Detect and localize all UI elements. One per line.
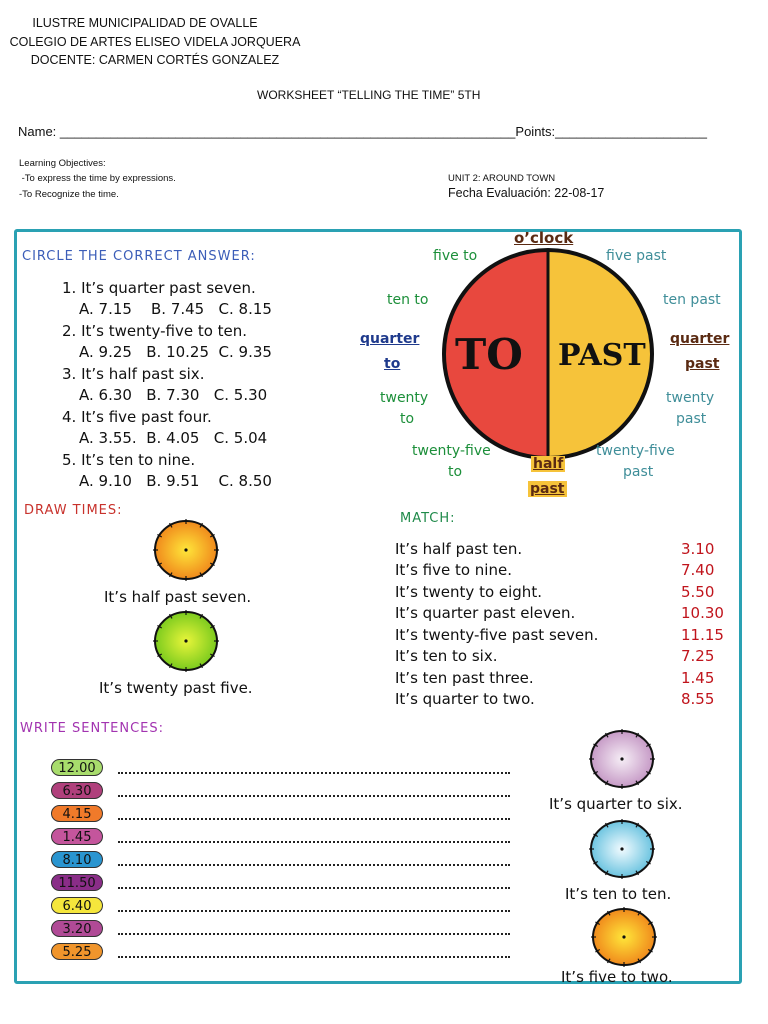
match-phrase-4[interactable]: It’s quarter past eleven.	[395, 604, 576, 622]
circle-section-title: CIRCLE THE CORRECT ANSWER:	[22, 249, 256, 264]
twenty-past-label-1: twenty	[666, 390, 715, 406]
match-phrase-8[interactable]: It’s quarter to two.	[395, 690, 535, 708]
school-line-2: COLEGIO DE ARTES ELISEO VIDELA JORQUERA	[9, 35, 301, 49]
twentyfive-past-label-2: past	[623, 464, 654, 480]
answers-1[interactable]: A. 7.15 B. 7.45 C. 8.15	[79, 300, 272, 318]
quarter-to-label-1: quarter	[360, 331, 420, 347]
match-phrase-5[interactable]: It’s twenty-five past seven.	[395, 626, 599, 644]
time-pill-3: 4.15	[51, 805, 103, 822]
evaluation-date: Fecha Evaluación: 22-08-17	[448, 186, 605, 200]
points-label: Points:	[515, 124, 556, 139]
name-row	[18, 124, 707, 139]
name-label: Name:	[18, 124, 60, 139]
match-section-title: MATCH:	[400, 511, 456, 526]
objectives-title: Learning Objectives:	[19, 158, 106, 169]
time-pill-1: 12.00	[51, 759, 103, 776]
twenty-past-label-2: past	[676, 411, 707, 427]
ten-past-label: ten past	[663, 292, 721, 308]
match-phrase-7[interactable]: It’s ten past three.	[395, 669, 534, 687]
five-past-label: five past	[606, 248, 667, 264]
ten-to-label: ten to	[387, 292, 429, 308]
unit-label: UNIT 2: AROUND TOWN	[448, 173, 556, 184]
write-line-6[interactable]	[118, 887, 510, 889]
draw-clock-2[interactable]	[152, 609, 220, 673]
to-word: TO	[455, 330, 523, 379]
write-line-5[interactable]	[118, 864, 510, 866]
match-time-7[interactable]: 1.45	[681, 669, 715, 687]
time-pill-2: 6.30	[51, 782, 103, 799]
clock-ten-to-ten[interactable]	[588, 818, 656, 880]
write-line-2[interactable]	[118, 795, 510, 797]
answers-3[interactable]: A. 6.30 B. 7.30 C. 5.30	[79, 386, 268, 404]
match-phrase-1[interactable]: It’s half past ten.	[395, 540, 523, 558]
write-line-7[interactable]	[118, 910, 510, 912]
draw-section-title: DRAW TIMES:	[24, 503, 123, 518]
draw-clock-1[interactable]	[152, 518, 220, 582]
clock-five-to-two[interactable]	[590, 906, 658, 968]
question-3: 3. It’s half past six.	[62, 365, 205, 383]
answers-5[interactable]: A. 9.10 B. 9.51 C. 8.50	[79, 472, 272, 490]
time-pill-9: 5.25	[51, 943, 103, 960]
question-5: 5. It’s ten to nine.	[62, 451, 196, 469]
time-pill-7: 6.40	[51, 897, 103, 914]
answers-2[interactable]: A. 9.25 B. 10.25 C. 9.35	[79, 343, 272, 361]
quarter-past-label-2: past	[685, 356, 720, 372]
time-pill-4: 1.45	[51, 828, 103, 845]
school-line-1: ILUSTRE MUNICIPALIDAD DE OVALLE	[32, 16, 258, 30]
match-time-1[interactable]: 3.10	[681, 540, 715, 558]
write-line-4[interactable]	[118, 841, 510, 843]
twenty-to-label-2: to	[400, 411, 415, 427]
write-line-3[interactable]	[118, 818, 510, 820]
clock-caption-2: It’s ten to ten.	[565, 885, 672, 903]
match-phrase-2[interactable]: It’s five to nine.	[395, 561, 512, 579]
twentyfive-past-label-1: twenty-five	[596, 443, 675, 459]
name-field[interactable]: _______________________________________________________________	[59, 124, 516, 139]
clock-caption-3: It’s five to two.	[561, 968, 673, 986]
time-pill-8: 3.20	[51, 920, 103, 937]
time-pill-5: 8.10	[51, 851, 103, 868]
question-2: 2. It’s twenty-five to ten.	[62, 322, 248, 340]
match-time-5[interactable]: 11.15	[681, 626, 724, 644]
twentyfive-to-label-2: to	[448, 464, 463, 480]
worksheet-title: WORKSHEET “TELLING THE TIME” 5TH	[257, 88, 481, 102]
clock-quarter-to-six[interactable]	[588, 728, 656, 790]
past-word: PAST	[558, 338, 646, 373]
match-time-3[interactable]: 5.50	[681, 583, 715, 601]
write-line-9[interactable]	[118, 956, 510, 958]
oclock-label: o’clock	[514, 229, 574, 247]
match-time-4[interactable]: 10.30	[681, 604, 724, 622]
question-4: 4. It’s five past four.	[62, 408, 212, 426]
match-time-2[interactable]: 7.40	[681, 561, 715, 579]
draw-caption-1: It’s half past seven.	[104, 588, 252, 606]
half-past-label-2: past	[530, 481, 565, 497]
write-line-8[interactable]	[118, 933, 510, 935]
twenty-to-label-1: twenty	[380, 390, 429, 406]
match-time-6[interactable]: 7.25	[681, 647, 715, 665]
clock-caption-1: It’s quarter to six.	[549, 795, 683, 813]
question-1: 1. It’s quarter past seven.	[62, 279, 256, 297]
draw-caption-2: It’s twenty past five.	[99, 679, 253, 697]
objective-2: -To Recognize the time.	[19, 189, 119, 200]
five-to-label: five to	[433, 248, 478, 264]
write-section-title: WRITE SENTENCES:	[20, 721, 165, 736]
quarter-past-label-1: quarter	[670, 331, 730, 347]
objective-1: -To express the time by expressions.	[19, 173, 176, 184]
points-field[interactable]: _____________________	[555, 124, 707, 139]
twentyfive-to-label-1: twenty-five	[412, 443, 491, 459]
match-time-8[interactable]: 8.55	[681, 690, 715, 708]
answers-4[interactable]: A. 3.55. B. 4.05 C. 5.04	[79, 429, 268, 447]
time-pill-6: 11.50	[51, 874, 103, 891]
half-past-label-1: half	[533, 456, 564, 472]
quarter-to-label-2: to	[384, 356, 401, 372]
write-line-1[interactable]	[118, 772, 510, 774]
teacher-line: DOCENTE: CARMEN CORTÉS GONZALEZ	[30, 53, 280, 67]
match-phrase-3[interactable]: It’s twenty to eight.	[395, 583, 542, 601]
match-phrase-6[interactable]: It’s ten to six.	[395, 647, 498, 665]
